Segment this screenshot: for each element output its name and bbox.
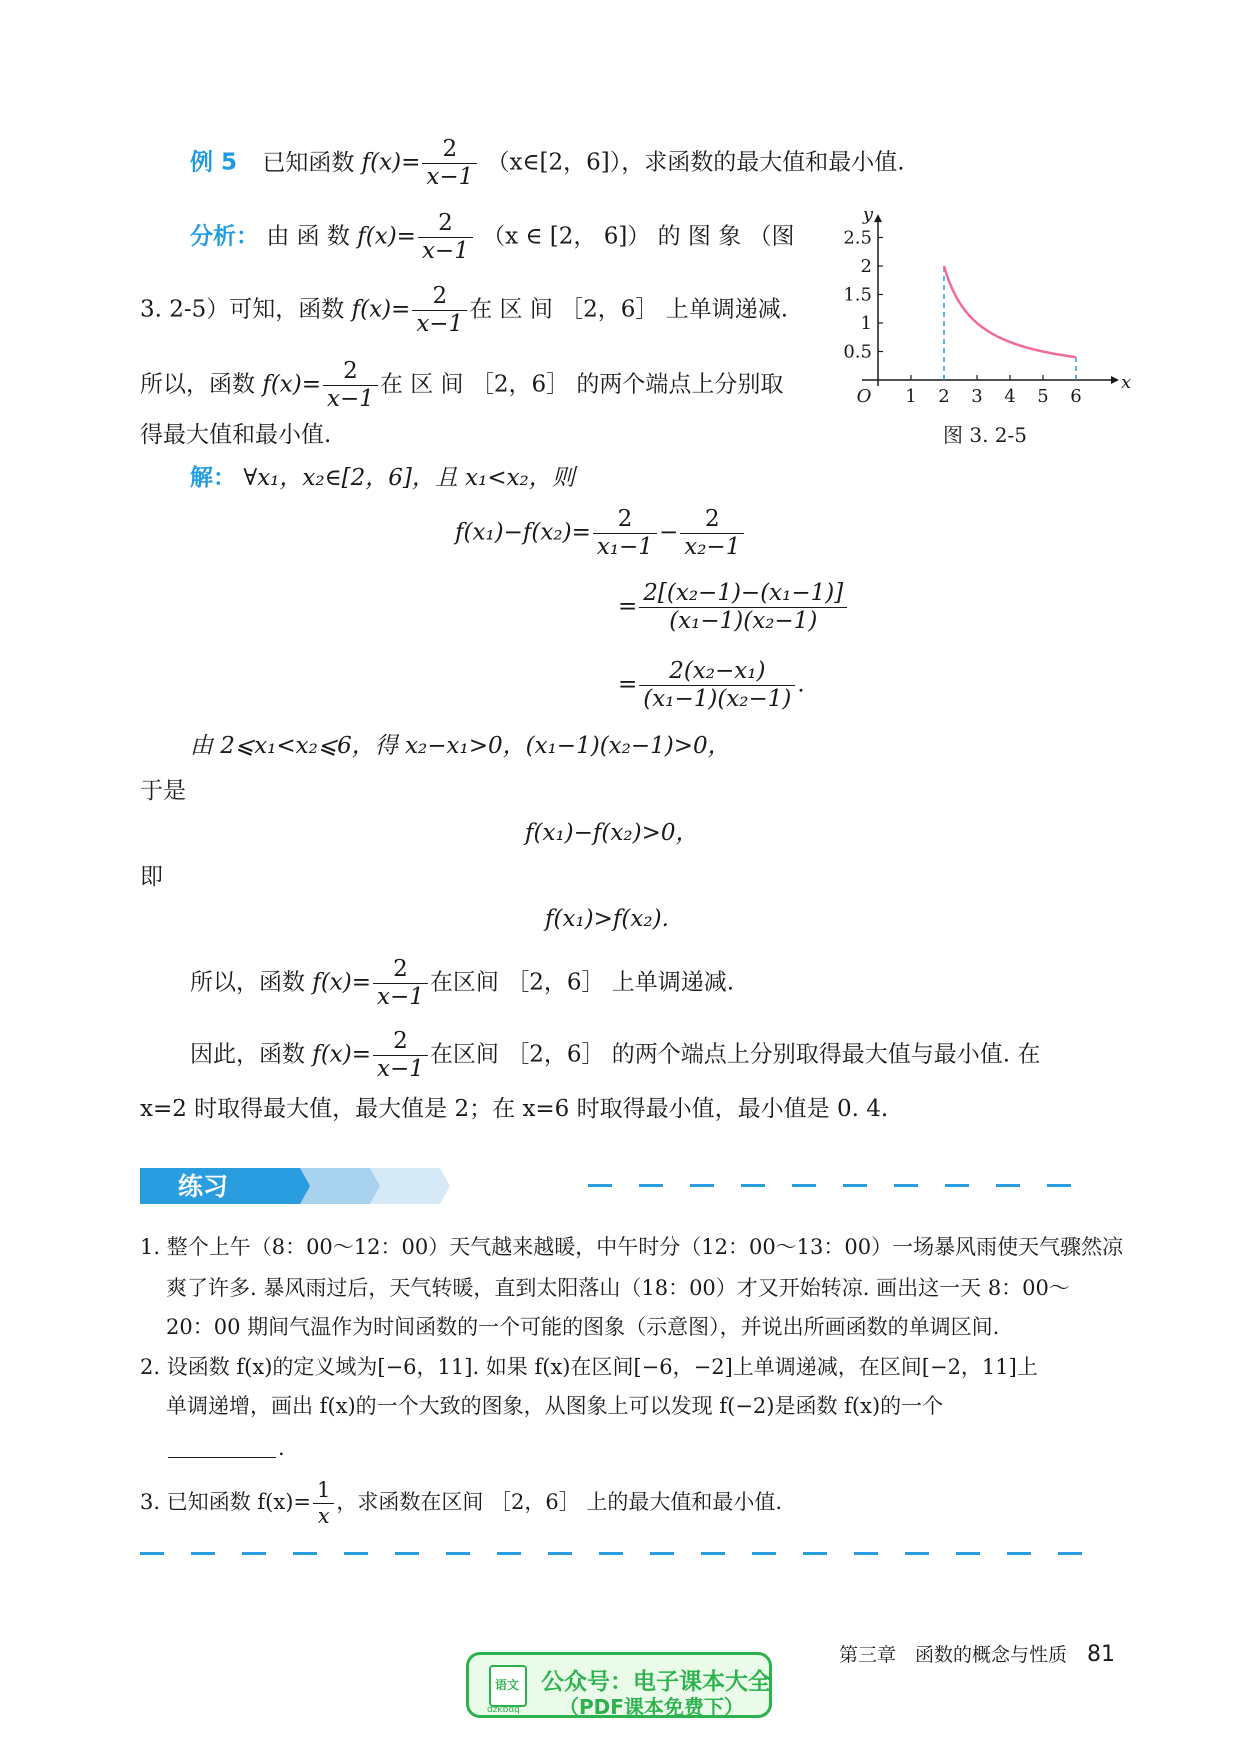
- example-line: [190, 138, 905, 189]
- inequality-2: f(x₁)>f(x₂).: [545, 906, 669, 932]
- divider-dash: [1047, 1184, 1071, 1187]
- analysis-line3-prefix: 所以，函数: [140, 371, 255, 398]
- question-2-line-1: 2. 设函数 f(x)的定义域为[−6，11]. 如果 f(x)在区间[−6，−2]上单调递减，在区间[−2，11]上: [140, 1355, 1038, 1379]
- divider-dash: [803, 1552, 827, 1555]
- solution-intro: [190, 467, 575, 490]
- divider-dash: [446, 1552, 470, 1555]
- divider-dash: [599, 1552, 623, 1555]
- x-tick-label: 4: [1004, 386, 1016, 407]
- solution-yushi: 于是: [140, 778, 186, 804]
- question-3-suffix: ，求函数在区间 ［2，6］ 上的最大值和最小值.: [336, 1490, 783, 1514]
- question-3-fraction: $\frac{1}{x}$: [313, 1480, 334, 1527]
- conc2-prefix: 因此，函数: [190, 1041, 305, 1068]
- divider-dash: [242, 1552, 266, 1555]
- analysis-fraction-3: $\frac{2}{x-1}$: [323, 360, 378, 411]
- practice-divider-bottom: [140, 1552, 1118, 1555]
- divider-dash: [650, 1552, 674, 1555]
- divider-dash: [741, 1184, 765, 1187]
- page-number: 81: [1087, 1642, 1115, 1667]
- conc1-suffix: 在区间 ［2，6］ 上单调递减.: [429, 969, 735, 996]
- example-label: 例 5: [190, 149, 238, 176]
- conc1-prefix: 所以，函数: [190, 969, 305, 996]
- divider-dash: [792, 1184, 816, 1187]
- divider-dash: [894, 1184, 918, 1187]
- eq2-frac: $\frac{\text{2[(x₂−1)−(x₁−1)]}}{\text{(x₁−1)(x₂−1)}}$: [639, 582, 847, 633]
- analysis-label: 分析：: [190, 223, 259, 250]
- divider-dash: [956, 1552, 980, 1555]
- y-tick-label: 2.5: [843, 227, 872, 249]
- watermark-small-text: dzkbdq: [487, 1705, 520, 1715]
- watermark-line-1: 公众号：电子课本大全: [541, 1669, 771, 1695]
- divider-dash: [293, 1552, 317, 1555]
- analysis-fx: f(x)=: [357, 223, 416, 250]
- analysis-fraction-1: $\frac{2}{x-1}$: [418, 212, 473, 263]
- solution-label: 解：: [190, 465, 236, 491]
- book-icon: 语文: [489, 1665, 527, 1707]
- practice-divider-top: [588, 1184, 1118, 1187]
- divider-dash: [752, 1552, 776, 1555]
- y-tick-label: 1.5: [843, 284, 872, 306]
- x-tick-label: 3: [971, 386, 983, 407]
- question-2-line-3: .: [278, 1436, 285, 1460]
- watermark-line-2: （PDF课本免费下）: [559, 1695, 744, 1719]
- question-1-line-3: 20：00 期间气温作为时间函数的一个可能的图象（示意图），并说出所画函数的单调区间.: [166, 1315, 1000, 1339]
- x-tick-label: 5: [1037, 386, 1049, 407]
- question-1-line-1: 1. 整个上午（8：00～12：00）天气越来越暖，中午时分（12：00～13：00）一场暴风雨使天气骤然凉: [140, 1235, 1124, 1259]
- function-graph: [840, 190, 1130, 410]
- solution-intro-text: ∀x₁，x₂∈[2，6]，且 x₁<x₂，则: [243, 465, 575, 491]
- conc1-fraction: $\frac{2}{x-1}$: [373, 958, 428, 1009]
- analysis-fx-3: f(x)=: [262, 371, 322, 398]
- analysis-fx-2: f(x)=: [351, 296, 411, 323]
- divider-dash: [191, 1552, 215, 1555]
- question-1-line-2: 爽了许多. 暴风雨过后，天气转暖，直到太阳落山（18：00）才又开始转凉. 画出这一天 8：00～: [166, 1276, 1070, 1300]
- conclusion-2: [190, 1030, 1040, 1081]
- divider-dash: [945, 1184, 969, 1187]
- conclusion-3: x=2 时取得最大值，最大值是 2；在 x=6 时取得最小值，最小值是 0. 4.: [140, 1096, 889, 1122]
- conc2-fx: f(x)=: [312, 1041, 372, 1068]
- example-fraction: $\frac{2}{x-1}$: [422, 138, 477, 189]
- y-tick-label: 0.5: [843, 341, 872, 363]
- x-tick-label: 1: [905, 386, 917, 407]
- y-tick-label: 1: [860, 313, 872, 334]
- equation-step-1: f(x₁)−f(x₂)= $\frac{2}{\text{x₁−1}}$ − $\frac{2}{\text{x₂−1}}$: [455, 508, 746, 559]
- analysis-line2-suffix: 在 区 间 ［2，6］ 上单调递减.: [469, 296, 789, 323]
- origin-label: O: [856, 386, 872, 407]
- example-suffix: （x∈[2，6]），求函数的最大值和最小值.: [486, 149, 905, 176]
- y-tick-label: 2: [860, 256, 872, 277]
- y-axis-arrow: [874, 214, 882, 222]
- eq-lhs: f(x₁)−f(x₂)=: [455, 519, 591, 546]
- divider-dash: [497, 1552, 521, 1555]
- y-axis-label: y: [862, 204, 874, 226]
- analysis-line1-prefix: 由 函 数: [266, 223, 350, 250]
- equation-step-3: = $\frac{\text{2(x₂−x₁)}}{\text{(x₁−1)(x₂−1)}}$ .: [618, 658, 805, 712]
- question-3: [140, 1480, 782, 1527]
- divider-dash: [140, 1552, 164, 1555]
- divider-dash: [639, 1184, 663, 1187]
- example-prefix: 已知函数: [262, 149, 355, 176]
- watermark-stamp: [466, 1652, 772, 1718]
- divider-dash: [996, 1184, 1020, 1187]
- eq3-frac: $\frac{\text{2(x₂−x₁)}}{\text{(x₁−1)(x₂−1)}}$: [639, 660, 795, 711]
- eq1-frac-2: $\frac{2}{\text{x₂−1}}$: [680, 508, 744, 559]
- analysis-fraction-2: $\frac{2}{x-1}$: [412, 285, 467, 336]
- equation-step-2: = $\frac{\text{2[(x₂−1)−(x₁−1)]}}{\text{(x₁−1)(x₂−1)}}$: [618, 582, 849, 633]
- x-tick-label: 6: [1070, 386, 1082, 407]
- divider-dash: [843, 1184, 867, 1187]
- divider-dash: [588, 1184, 612, 1187]
- divider-dash: [905, 1552, 929, 1555]
- solution-condition: 由 2⩽x₁<x₂⩽6，得 x₂−x₁>0，(x₁−1)(x₂−1)>0，: [190, 733, 731, 759]
- chapter-title: 第三章 函数的概念与性质: [838, 1644, 1067, 1666]
- x-axis-label: x: [1121, 372, 1132, 393]
- divider-dash: [690, 1184, 714, 1187]
- divider-dash: [344, 1552, 368, 1555]
- analysis-line-4: 得最大值和最小值.: [140, 422, 332, 448]
- inequality-1: f(x₁)−f(x₂)>0，: [525, 820, 699, 846]
- solution-ji: 即: [140, 864, 163, 890]
- analysis-line-1: [190, 212, 795, 263]
- question-3-prefix: 3. 已知函数 f(x)=: [140, 1490, 311, 1514]
- page-footer: [839, 1640, 1115, 1667]
- analysis-line-3: [140, 360, 783, 411]
- analysis-line1-suffix: （x ∈ [2， 6]） 的 图 象 （图: [482, 223, 795, 250]
- figure-caption: 图 3. 2-5: [943, 423, 1028, 447]
- analysis-line-2: [140, 285, 788, 336]
- example-fx: f(x)=: [361, 149, 421, 176]
- function-curve: [944, 266, 1076, 357]
- x-tick-label: 2: [938, 386, 950, 407]
- question-2-blank: [168, 1457, 276, 1458]
- conclusion-1: [190, 958, 734, 1009]
- conc1-fx: f(x)=: [312, 969, 372, 996]
- divider-dash: [548, 1552, 572, 1555]
- practice-title: 练习: [178, 1172, 229, 1201]
- analysis-line3-suffix: 在 区 间 ［2，6］ 的两个端点上分别取: [379, 371, 784, 398]
- x-axis-arrow: [1111, 376, 1119, 384]
- conc2-suffix: 在区间 ［2，6］ 的两个端点上分别取得最大值与最小值. 在: [429, 1041, 1041, 1068]
- divider-dash: [854, 1552, 878, 1555]
- analysis-line2-prefix: 3. 2-5）可知，函数: [140, 296, 345, 323]
- divider-dash: [395, 1552, 419, 1555]
- divider-dash: [701, 1552, 725, 1555]
- conc2-fraction: $\frac{2}{x-1}$: [373, 1030, 428, 1081]
- question-2-line-2: 单调递增，画出 f(x)的一个大致的图象，从图象上可以发现 f(−2)是函数 f(x)的一个: [166, 1394, 944, 1418]
- eq1-frac-1: $\frac{2}{\text{x₁−1}}$: [593, 508, 657, 559]
- divider-dash: [1058, 1552, 1082, 1555]
- divider-dash: [1007, 1552, 1031, 1555]
